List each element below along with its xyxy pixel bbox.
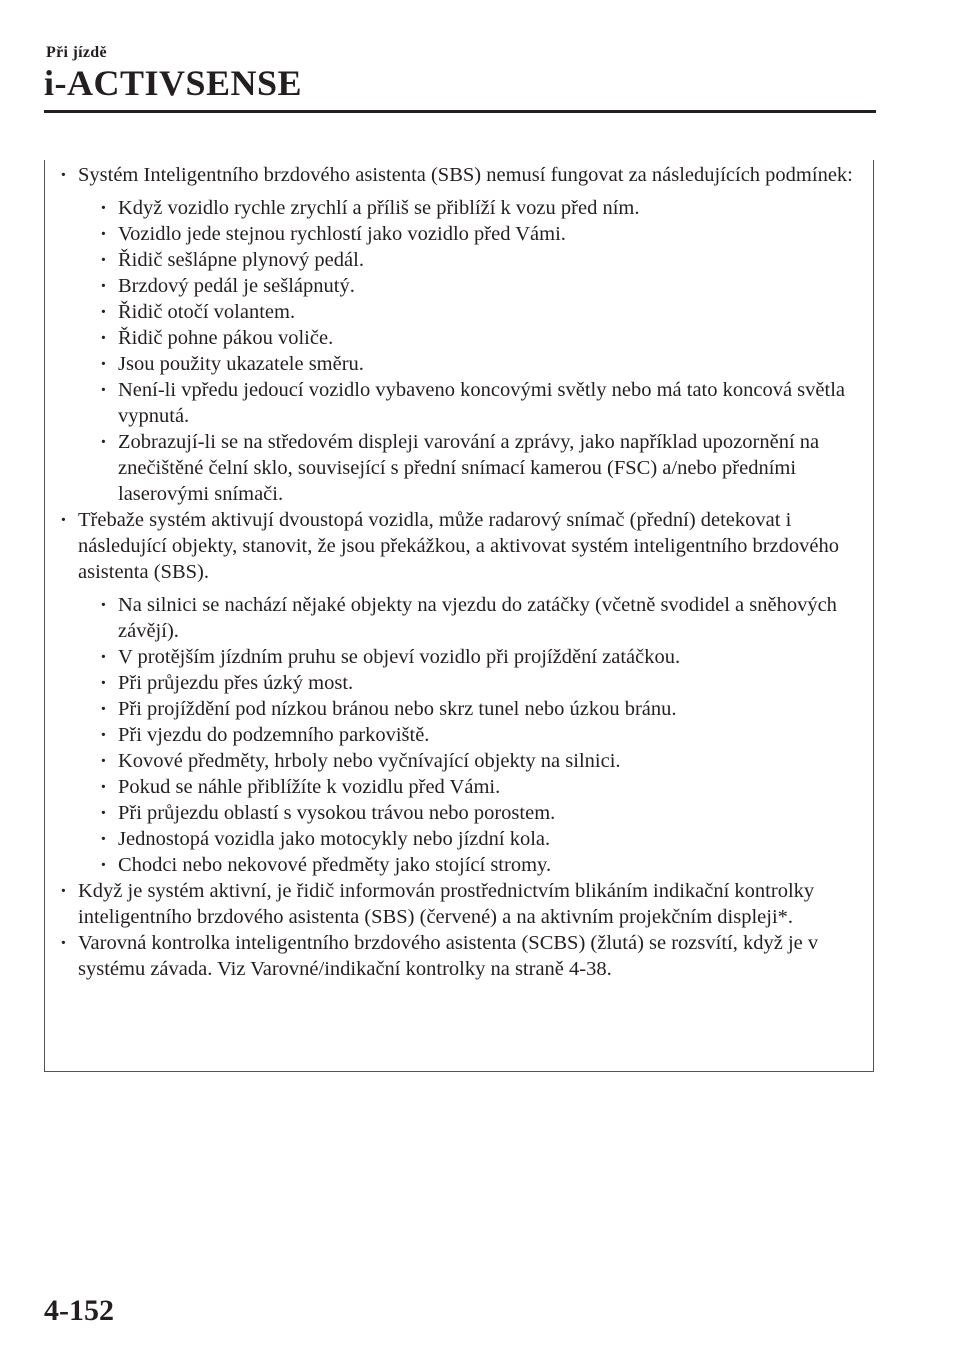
- sub-list-item: · Při vjezdu do podzemního parkoviště.: [78, 722, 868, 748]
- sub-list-item: · Řidič otočí volantem.: [78, 299, 868, 325]
- sub-list-item: · Při průjezdu oblastí s vysokou trávou nebo porostem.: [78, 800, 868, 826]
- bullet-list: [58, 162, 868, 982]
- content-body: [58, 162, 868, 982]
- sub-list-item: · Brzdový pedál je sešlápnutý.: [78, 273, 868, 299]
- sub-list-item: · Chodci nebo nekovové předměty jako stojící stromy.: [78, 852, 868, 878]
- list-item-text: Systém Inteligentního brzdového asistenta (SBS) nemusí fungovat za následujících podmínek:: [78, 164, 853, 186]
- sub-list-item: · Řidič sešlápne plynový pedál.: [78, 247, 868, 273]
- header-divider: [44, 110, 876, 113]
- list-item: · Varovná kontrolka inteligentního brzdového asistenta (SCBS) (žlutá) se rozsvítí, když je v systému závada. Viz Varovné/indikační kontrolky na straně 4-38.: [58, 930, 868, 982]
- sub-list-item: · Při projíždění pod nízkou bránou nebo skrz tunel nebo úzkou bránu.: [78, 696, 868, 722]
- sub-list-item: · Řidič pohne pákou voliče.: [78, 325, 868, 351]
- sub-list-item: · Jsou použity ukazatele směru.: [78, 351, 868, 377]
- section-label: Při jízdě: [46, 44, 107, 61]
- list-item: [58, 507, 868, 878]
- sub-list-item: · Na silnici se nachází nějaké objekty na vjezdu do zatáčky (včetně svodidel a sněhových závějí).: [78, 592, 868, 644]
- list-item: · Když je systém aktivní, je řidič informován prostřednictvím blikáním indikační kontrolky inteligentního brzdového asistenta (SBS) (červené) a na aktivním projekčním displeji*.: [58, 878, 868, 930]
- page-title: i-ACTIVSENSE: [44, 63, 303, 103]
- page-number: 4-152: [44, 1294, 114, 1327]
- sub-list-item: · Zobrazují-li se na středovém displeji varování a zprávy, jako například upozornění na znečištěné čelní sklo, související s přední snímací kamerou (FSC) a/nebo předními laserovými snímači.: [78, 429, 868, 507]
- sub-list-item: · Kovové předměty, hrboly nebo vyčnívající objekty na silnici.: [78, 748, 868, 774]
- list-item: [58, 162, 868, 507]
- sub-list-item: · Pokud se náhle přiblížíte k vozidlu před Vámi.: [78, 774, 868, 800]
- sub-list-item: · V protějším jízdním pruhu se objeví vozidlo při projíždění zatáčkou.: [78, 644, 868, 670]
- list-item-text: Třebaže systém aktivují dvoustopá vozidla, může radarový snímač (přední) detekovat i následující objekty, stanovit, že jsou překážkou, a aktivovat systém inteligentního brzdového asistenta (SBS).: [78, 509, 839, 583]
- sub-list-item: · Vozidlo jede stejnou rychlostí jako vozidlo před Vámi.: [78, 221, 868, 247]
- sub-bullet-list: [78, 592, 868, 878]
- sub-list-item: · Jednostopá vozidla jako motocykly nebo jízdní kola.: [78, 826, 868, 852]
- sub-list-item: · Při průjezdu přes úzký most.: [78, 670, 868, 696]
- sub-bullet-list: [78, 195, 868, 507]
- sub-list-item: · Když vozidlo rychle zrychlí a příliš se přiblíží k vozu před ním.: [78, 195, 868, 221]
- sub-list-item: · Není-li vpředu jedoucí vozidlo vybaveno koncovými světly nebo má tato koncová světla vypnutá.: [78, 377, 868, 429]
